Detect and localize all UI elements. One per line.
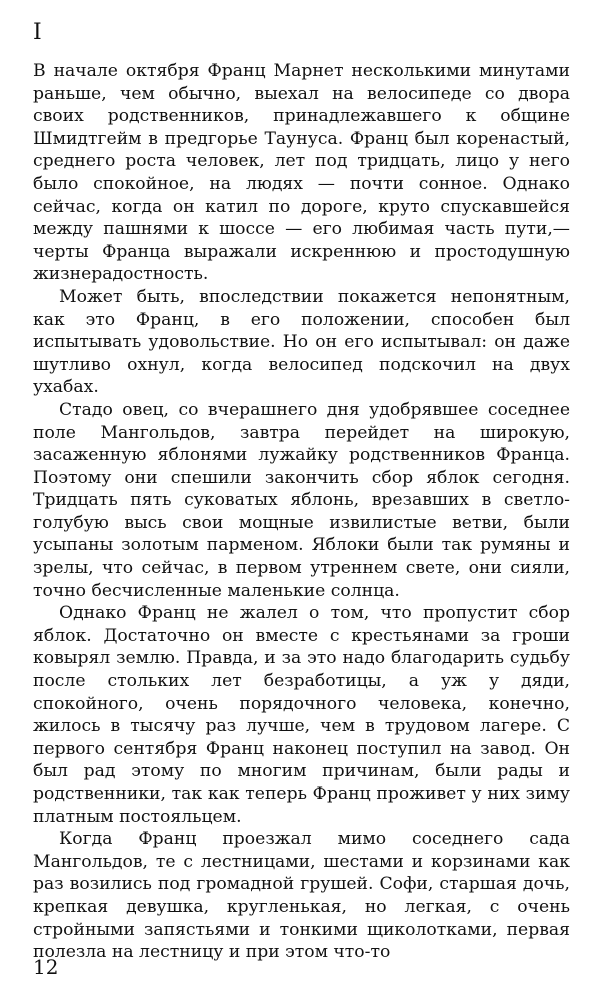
- paragraph: Когда Франц проезжал мимо соседнего сада Мангольдов, те с лестницами, шестами и корзинами как раз возились под громадной грушей. Софи, старшая дочь, крепкая девушка, кругленькая, но легкая, с очень стройными запястьями и тонкими щиколотками, первая полезла на лестницу и при этом что-то: [33, 829, 570, 963]
- paragraph: Однако Франц не жалел о том, что пропустит сбор яблок. Достаточно он вместе с крестьянами за гроши ковырял землю. Правда, и за это надо благодарить судьбу после стольких лет безработицы, а уж у дяди, спокойного, очень порядочного человека, конечно, жилось в тысячу раз лучше, чем в трудовом лагере. С первого сентября Франц наконец поступил на завод. Он был рад этому по многим причинам, были рады и родственники, так как теперь Франц проживет у них зиму платным постояльцем.: [33, 603, 570, 827]
- paragraph: В начале октября Франц Марнет несколькими минутами раньше, чем обычно, выехал на велосипеде со двора своих родственников, принадлежавшего к общине Шмидтгейм в предгорье Таунуса. Франц был коренастый, среднего роста человек, лет под тридцать, лицо у него было спокойное, на людях — почти сонное. Однако сейчас, когда он катил по дороге, круто спускавшейся между пашнями к шоссе — его любимая часть пути,— черты Франца выражали искреннюю и простодушную жизнерадостность.: [33, 61, 570, 285]
- chapter-body: [33, 60, 570, 964]
- page-number: 12: [33, 955, 59, 979]
- paragraph: Может быть, впоследствии покажется непонятным, как это Франц, в его положении, способен был испытывать удовольствие. Но он его испытывал: он даже шутливо охнул, когда велосипед подскочил на двух ухабах.: [33, 286, 570, 398]
- chapter-heading: I: [33, 20, 42, 45]
- paragraph: Стадо овец, со вчерашнего дня удобрявшее соседнее поле Мангольдов, завтра перейдет на широкую, засаженную яблонями лужайку родственников Франца. Поэтому они спешили закончить сбор яблок сегодня. Тридцать пять суковатых яблонь, врезавших в светло-голубую высь свои мощные извилистые ветви, были усыпаны золотым парменом. Яблоки были так румяны и зрелы, что сейчас, в первом утреннем свете, они сияли, точно бесчисленные маленькие солнца.: [33, 399, 570, 601]
